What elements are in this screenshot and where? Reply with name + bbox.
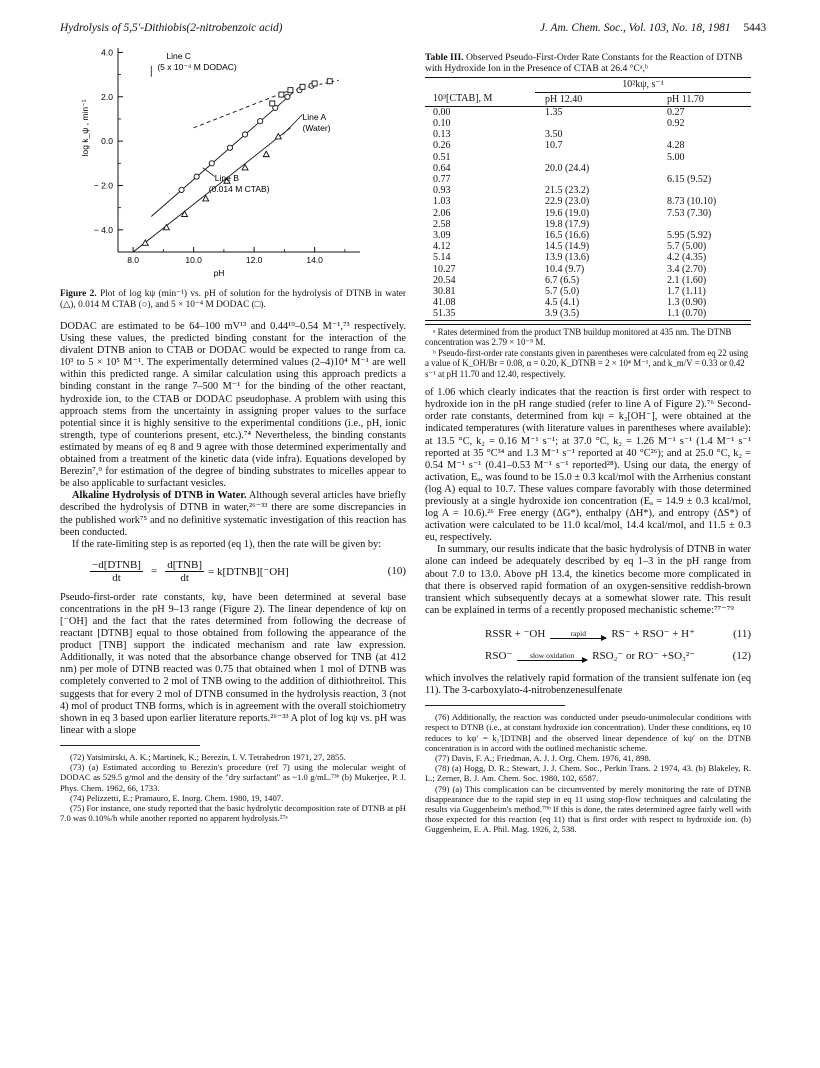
table-body [425, 106, 751, 320]
eq10-lhs-denominator: dt [112, 571, 121, 584]
paragraph-sulfenate: which involves the relatively rapid formation of the transient sulfenate ion (eq 11). The 3-carboxylato-4-nitrobenzenesulfenate [425, 672, 751, 697]
eq10-number: (10) [387, 565, 406, 578]
circle-marker [285, 94, 290, 99]
paragraph-summary: In summary, our results indicate that the basic hydrolysis of DTNB in water alone can indeed be adequately described by eq 1–3 in the pH range from about 7.0 to 13.0. Above pH 13.4, the kinetics become more complicated in that there is observed rapid formation of an oxygen-sensitive reddish-brown transient which subsequently decays at a somewhat slower rate. This result can be explained in terms of a recently proposed mechanistic scheme:⁷⁷⁻⁷⁹ [425, 544, 751, 616]
footnote: (76) Additionally, the reaction was conducted under pseudo-unimolecular conditions with respect to DTNB (i.e., at constant hydroxide ion concentration). Under these conditions, eq 10 reduces to kψ′ = k₂′[DTNB] and the observed linear dependence of kψ′ on the DTNB concentration is in accord with the outlined mechanistic scheme. [425, 712, 751, 753]
table-col-header: 10³[CTAB], M [433, 93, 493, 105]
table-cell: 16.5 (16.6) [545, 230, 590, 242]
table-row [425, 286, 751, 297]
eq11-arrow-label: rapid [570, 628, 587, 638]
triangle-marker [182, 211, 188, 216]
table-row [425, 174, 751, 185]
table-cell: 0.26 [433, 140, 451, 152]
left-body-2 [60, 592, 406, 737]
running-title: Hydrolysis of 5,5′-Dithiobis(2-nitrobenzoic acid) [60, 22, 283, 34]
table-cell [645, 129, 751, 140]
line-a-sublabel: (Water) [302, 123, 331, 134]
x-tick-label: 8.0 [127, 255, 140, 265]
footnote: (72) Yatsimirski, A. K.; Martinek, K.; Berezin, I. V. Tetrahedron 1971, 27, 2855. [70, 751, 346, 762]
table-label: Table III. [425, 52, 464, 63]
right-body-2 [425, 673, 751, 697]
table-cell: 0.92 [667, 118, 685, 130]
eq10-mid-fraction [165, 559, 204, 584]
table-note-a: ᵃ Rates determined from the product TNB buildup monitored at 435 nm. The DTNB concentration was 2.79 × 10⁻⁵ M. [425, 326, 732, 348]
eq10-mid-denominator: dt [180, 571, 189, 584]
table-row [425, 252, 751, 263]
line-a-leader [283, 115, 303, 135]
table-cell: 3.50 [545, 129, 563, 141]
table-cell: 4.28 [667, 140, 685, 152]
figure-labels [151, 51, 330, 194]
table-cell: 21.5 (23.2) [545, 185, 590, 197]
table-cell: 4.12 [433, 241, 451, 253]
footnote: (77) Davis, F. A.; Friedman, A. J. J. Org. Chem. 1976, 41, 898. [435, 752, 651, 763]
table-cell [645, 185, 751, 196]
footnote-rule [60, 745, 200, 746]
table-cell: 51.35 [433, 308, 456, 320]
table-cell: 5.00 [667, 151, 685, 163]
footnote: (79) (a) This complication can be circumvented by merely monitoring the rate of DTNB disappearance due to the rapid step in eq 11 using stop-flow techniques and calculating the results via Guggenheim's method.⁷⁹ᵇ If this is done, the rates determined agree fairly well with those expected for this reaction (eq 11) that is first order with respect to hydroxide ion. (b) Guggenheim, E. A. Phil. Mag. 1926, 2, 538. [425, 783, 751, 835]
table-cell: 3.09 [433, 230, 451, 242]
figure-2-caption [60, 289, 406, 311]
table-cell: 7.53 (7.30) [667, 207, 712, 219]
section-heading-alkaline: Alkaline Hydrolysis of DTNB in Water. [72, 490, 247, 502]
y-tick-label: 4.0 [101, 47, 113, 58]
eq11-left: RSSR + ⁻OH [485, 628, 546, 641]
table-cell: 19.6 (19.0) [545, 207, 590, 219]
table-cell: 1.1 (0.70) [667, 308, 707, 320]
right-column [425, 52, 751, 835]
eq11-right: RS⁻ + RSO⁻ + H⁺ [611, 628, 695, 641]
table-title-text: Observed Pseudo-First-Order Rate Constants for the Reaction of DTNB with Hydroxide Ion in the Presence of CTAB at 26.4 °Cᵃ,ᵇ [425, 52, 743, 75]
footnote: (75) For instance, one study reported that the basic hydrolytic decomposition rate of DTNB at pH 7.0 was 0.10%/h while another reported no apparent hydrolysis.²⁷ᵃ [60, 802, 406, 824]
figure-data-points [142, 79, 332, 246]
paragraph-dodac: DODAC are estimated to be 64–100 mV¹³ and 0.44¹⁹–0.54 M⁻¹,⁷³ respectively. Using these values, the predicted binding constant for the interaction of the divalent DTNB anion to CTAB or DODAC would be expected to range from ca. 10³ to 5 × 10⁵ M⁻¹. The experimentally determined values (2–4)10⁴ M⁻¹ are well within this predicted range. A similar calculation using this approach predicts a binding constant in the range 7–500 M⁻¹ for the binding of the other reactant, hydroxide ion, to the CTAB or DODAC pseudophase. A problem with using this approach stems from the uncertainty in assigning proper values to the surface potential since it is highly sensitive to the experimental conditions (i.e., pH, ionic strength, type of counterions present, etc.).⁷⁴ Nevertheless, the binding constants estimated by means of eq 8 and 9 agree with those determined experimentally and obtained from a treatment of the kinetic data (vide infra). Equations developed by Berezin⁷,⁹ for estimation of the degree of binding substrates to micelles appear to be also applicable to surfactant vesicles. [60, 321, 406, 490]
table-cell: 0.64 [433, 162, 451, 174]
footnote: (73) (a) Estimated according to Berezin's procedure (ref 7) using the molecular weight of DODAC as 529.5 g/mol and the density of the "dry surfactant" as ~1.0 g/mL.⁷³ᵇ (b) Mukerjee, P. J. Phys. Chem. 1962, 66, 1733. [60, 762, 406, 793]
table-header-blank [425, 78, 535, 92]
eq10-equals: = [150, 565, 158, 578]
table-cell: 22.9 (23.0) [545, 196, 590, 208]
eq10-lhs-numerator: −d[DTNB] [92, 558, 141, 571]
circle-marker [194, 174, 199, 179]
table-row [425, 140, 751, 151]
table-row [425, 219, 751, 230]
table-cell: 1.3 (0.90) [667, 297, 707, 309]
table-cell: 2.58 [433, 218, 451, 230]
table-col-header: pH 11.70 [667, 93, 704, 105]
table-cell [645, 219, 751, 230]
table-row [425, 152, 751, 163]
footnote-rule [425, 705, 565, 706]
fit-line [194, 92, 285, 127]
table-cell: 0.51 [433, 151, 451, 163]
x-tick-label: 14.0 [306, 255, 323, 265]
table-cell: 30.81 [433, 286, 456, 298]
eq12-number: (12) [732, 649, 751, 662]
x-axis-label: pH [213, 268, 225, 278]
eq10-lhs-fraction [90, 559, 143, 584]
paragraph-alkaline [60, 490, 406, 538]
footnote: (74) Pelizzetti, E.; Pramauro, E. Inorg. Chem. 1980, 19, 1407. [70, 792, 284, 803]
line-b-leader [203, 168, 215, 177]
line-c-label: Line C [166, 51, 191, 62]
mechanistic-scheme [425, 623, 751, 667]
table-cell: 4.2 (4.35) [667, 252, 707, 264]
table-row [425, 196, 751, 207]
equation-11 [425, 623, 751, 645]
table-cell: 20.0 (24.4) [545, 162, 590, 174]
table-cell: 3.4 (2.70) [667, 263, 707, 275]
line-c-sublabel: (5 x 10⁻⁴ M DODAC) [157, 62, 237, 73]
eq11-arrow [550, 629, 606, 639]
circle-marker [179, 187, 184, 192]
table-cell: 8.73 (10.10) [667, 196, 717, 208]
table-row [425, 106, 751, 118]
figure-2-plot [60, 42, 406, 282]
right-footnotes [425, 712, 751, 834]
journal-name: J. Am. Chem. Soc., Vol. 103, No. 18, 1981 [540, 22, 731, 34]
table-cell: 20.54 [433, 274, 456, 286]
arrow-line [550, 638, 606, 639]
table-row [425, 241, 751, 252]
circle-marker [242, 132, 247, 137]
table-cell: 13.9 (13.6) [545, 252, 590, 264]
table-row [425, 208, 751, 219]
table-cell: 5.7 (5.0) [545, 286, 580, 298]
eq12-right: RSO₂⁻ or RO⁻ +SO₃²⁻ [592, 650, 695, 663]
eq11-number: (11) [733, 627, 751, 640]
square-marker [288, 88, 293, 93]
table-cell: 6.15 (9.52) [667, 174, 712, 186]
x-tick-label: 12.0 [245, 255, 263, 265]
equation-10 [60, 559, 406, 584]
table-cell: 14.5 (14.9) [545, 241, 590, 253]
arrow-line [517, 660, 587, 661]
table-3 [425, 77, 751, 320]
table-cell: 10.7 [545, 140, 563, 152]
table-cell: 5.95 (5.92) [667, 230, 712, 242]
figure-fit-lines [133, 80, 339, 252]
table-cell: 0.13 [433, 129, 451, 141]
table-cell: 6.7 (6.5) [545, 274, 580, 286]
table-col-header: pH 12.40 [545, 93, 583, 105]
eq10-mid-numerator: d[TNB] [167, 558, 203, 571]
triangle-marker [263, 151, 269, 156]
table-cell [535, 174, 645, 185]
paragraph-slope: of 1.06 which clearly indicates that the reaction is first order with respect to hydroxide ion in the pH range studied (refer to line A of Figure 2).⁷⁶ Second-order rate constants, determined from kψ = k₂[OH⁻], were obtained at the indicated temperatures (with literature values in parentheses where available): at 13.5 °C, k₂ = 0.16 M⁻¹ s⁻¹; at 37.0 °C, k₂ = 1.26 M⁻¹ s⁻¹ (1.4 M⁻¹ s⁻¹ reported at 35 °C³⁴ and 1.3 M⁻¹ s⁻¹ reported at 40 °C²⁶); and at 25.0 °C, k₂ = 0.54 M⁻¹ s⁻¹ (0.41–0.53 M⁻¹ s⁻¹ reported²⁸). Using our data, the energy of activation, Eₐ, was found to be 15.0 ± 0.3 kcal/mol with the Arrhenius constant (log A) equal to 10.7. These values compare favorably with those determined previously at a single hydroxide ion concentration (Eₐ = 14.9 ± 0.3 kcal/mol, log A = 10.6).²⁶ Free energy (ΔG*), enthalpy (ΔH*), and entropy (ΔS*) of activation were calculated to be 11.0 kcal/mol, 14.4 kcal/mol, and 11.5 ± 0.3 eu, respectively. [425, 387, 751, 544]
square-marker [312, 81, 317, 86]
table-cell: 0.00 [433, 106, 451, 118]
table-cell: 10.27 [433, 263, 456, 275]
journal-citation [540, 22, 766, 34]
table-cell [535, 118, 645, 129]
fit-line [151, 92, 293, 216]
table-cell: 41.08 [433, 297, 456, 309]
table-row [425, 129, 751, 140]
footnote: (78) (a) Hogg, D. R.; Stewart, J. J. Chem. Soc., Perkin Trans. 2 1974, 43. (b) Blakeley, R. L.; Zerner, B. J. Am. Chem. Soc. 1980, 102, 6587. [425, 763, 751, 784]
table-cell: 0.77 [433, 174, 451, 186]
right-body [425, 387, 751, 617]
table-cell: 5.14 [433, 252, 451, 264]
paragraph-pseudo-first-order: Pseudo-first-order rate constants, kψ, have been determined at several base concentrations in the pH 9–13 range (Figure 2). The linear dependence of kψ on [⁻OH] and the fact that the rates determined from following the decrease of reactant [DTNB] equal to those obtained from following the appearance of the product [TNB] support the indicated mechanism and rate law expression. Additionally, it was noted that the absorbance change observed for TNB (at 412 nm) per mole of DTNB reacted was 0.75 that obtained when 1 mol of DTNB was completely converted to 2 mol of TNB owing to the addition of dithiothreitol. This suggests that for every 2 mol of DTNB consumed in the hydrolysis reaction, 3 (not 4) mol of product TNB forms, which is in agreement with the overall stoichiometry shown in eq 3 based upon earlier literature reports.²⁶⁻³³ A plot of log kψ vs. pH was linear with a slope [60, 591, 406, 736]
table-cell: 19.8 (17.9) [545, 218, 590, 230]
table-row [425, 308, 751, 320]
table-cell [535, 152, 645, 163]
circle-marker [258, 119, 263, 124]
line-b-label: Line B [214, 173, 239, 184]
circle-marker [227, 145, 232, 150]
left-body [60, 321, 406, 551]
table-cell: 4.5 (4.1) [545, 297, 580, 309]
table-cell: 10.4 (9.7) [545, 263, 585, 275]
square-marker [270, 101, 275, 106]
table-row [425, 163, 751, 174]
table-row [425, 264, 751, 275]
x-tick-label: 10.0 [185, 255, 202, 265]
table-cell: 1.7 (1.11) [667, 286, 706, 298]
square-marker [300, 84, 305, 89]
table-row [425, 185, 751, 196]
table-cell: 2.1 (1.60) [667, 274, 707, 286]
table-3-title [425, 52, 751, 74]
table-notes [425, 324, 751, 380]
line-a-label: Line A [302, 112, 327, 123]
table-cell [645, 163, 751, 174]
table-cell: 5.7 (5.00) [667, 241, 707, 253]
y-tick-label: 2.0 [101, 91, 113, 102]
circle-marker [209, 161, 214, 166]
line-b-sublabel: (0.014 M CTAB) [208, 184, 270, 195]
table-span-header: 10²kψ, s⁻¹ [535, 78, 751, 92]
table-note-b: ᵇ Pseudo-first-order rate constants given in parentheses were calculated from eq 22 using a value of K_OH/Br = 0.08, α = 0.20, K_DTNB = 2 × 10⁴ M⁻¹, and k_m/V = 0.33 or 0.42 s⁻¹ at pH 11.70 and 12.40, respectively. [425, 347, 749, 379]
eq12-arrow-label: slow oxidation [530, 650, 575, 660]
figure-caption-text: Plot of log kψ (min⁻¹) vs. pH of solution for the hydrolysis of DTNB in water (△), 0.014 M CTAB (○), and 5 × 10⁻⁴ M DODAC (□). [60, 289, 406, 310]
table-cell: 0.10 [433, 118, 451, 130]
table-cell: 1.03 [433, 196, 451, 208]
y-tick-label: 0.0 [101, 136, 113, 147]
figure-axes [80, 47, 360, 278]
table-row [425, 275, 751, 286]
table-row [425, 230, 751, 241]
square-marker [327, 79, 332, 84]
table-row [425, 118, 751, 129]
square-marker [279, 92, 284, 97]
y-tick-label: − 4.0 [93, 224, 113, 235]
table-cell: 2.06 [433, 207, 451, 219]
left-footnotes [60, 752, 406, 823]
table-row [425, 297, 751, 308]
eq10-rhs: = k[DTNB][⁻OH] [208, 565, 289, 578]
equation-12 [425, 645, 751, 667]
table-cell: 0.27 [667, 106, 685, 118]
eq12-arrow [517, 651, 587, 661]
figure-caption-label: Figure 2. [60, 289, 97, 299]
y-axis-label: log k_ψ , min⁻¹ [80, 99, 90, 157]
paragraph-rate-intro: If the rate-limiting step is as reported (eq 1), then the rate will be given by: [72, 538, 382, 550]
table-cell: 0.93 [433, 185, 451, 197]
table-cell: 1.35 [545, 106, 563, 118]
page-number: 5443 [743, 22, 767, 34]
y-tick-label: − 2.0 [93, 180, 113, 191]
eq12-left: RSO⁻ [485, 650, 513, 663]
alkaline-intro-text: Although several articles have briefly described the hydrolysis of DTNB in water,²⁶⁻³³ there are some discrepancies in the published work⁷⁵ and no definitive systematic investigation of this reaction has been conducted. [60, 490, 406, 538]
table-cell: 3.9 (3.5) [545, 308, 580, 320]
left-column [60, 42, 406, 823]
